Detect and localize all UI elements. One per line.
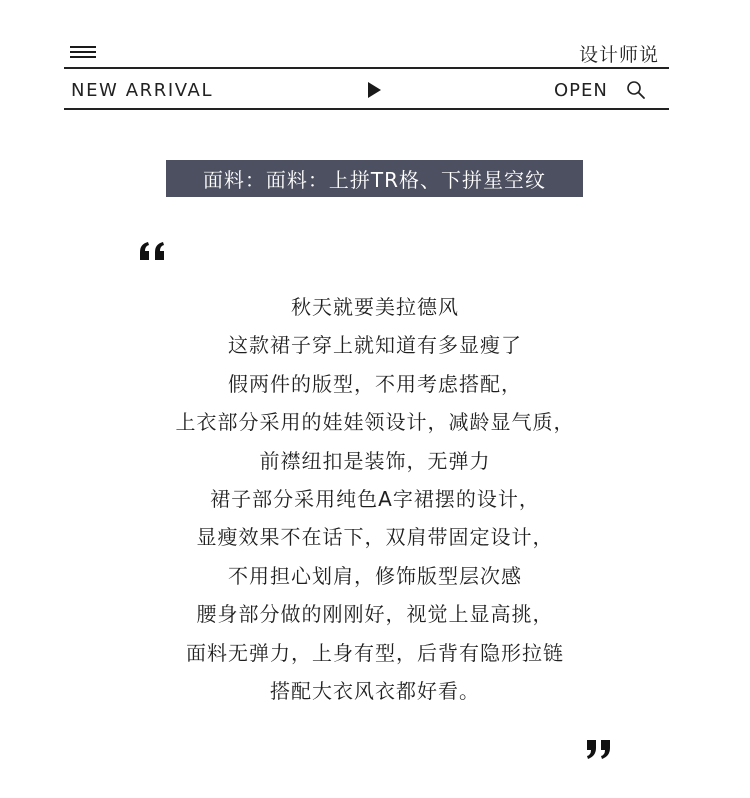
description-line: 裙子部分采用纯色A字裙摆的设计， [210, 486, 540, 511]
designer-says-link[interactable]: 设计师说 [578, 44, 659, 66]
top-bar [64, 36, 669, 68]
open-quote-icon [138, 240, 168, 264]
description-line: 不用担心划肩，修饰版型层次感 [228, 563, 522, 588]
nav-bar [64, 69, 669, 108]
new-arrival-link[interactable]: NEW ARRIVAL [71, 80, 214, 101]
search-icon[interactable] [626, 80, 646, 100]
nav-divider [64, 108, 669, 110]
fabric-banner-text: 面料：面料：上拼TR格、下拼星空纹 [202, 168, 547, 192]
description-line: 秋天就要美拉德风 [291, 295, 459, 319]
description-line: 搭配大衣风衣都好看。 [270, 678, 480, 703]
open-link[interactable]: OPEN [554, 80, 608, 101]
description-line: 腰身部分做的刚刚好，视觉上显高挑， [196, 602, 554, 627]
description-line: 假两件的版型，不用考虑搭配， [228, 371, 522, 396]
hamburger-menu-icon[interactable] [70, 44, 96, 60]
product-description [100, 288, 650, 710]
close-quote-icon [583, 738, 613, 762]
description-line: 前襟纽扣是装饰，无弹力 [259, 448, 491, 473]
description-line: 面料无弹力，上身有型，后背有隐形拉链 [186, 640, 564, 665]
description-line: 显瘦效果不在话下，双肩带固定设计， [196, 525, 554, 550]
description-line: 这款裙子穿上就知道有多显瘦了 [228, 333, 522, 358]
fabric-banner [166, 160, 583, 197]
description-line: 上衣部分采用的娃娃领设计，减龄显气质， [175, 410, 575, 435]
play-icon[interactable] [368, 82, 381, 98]
